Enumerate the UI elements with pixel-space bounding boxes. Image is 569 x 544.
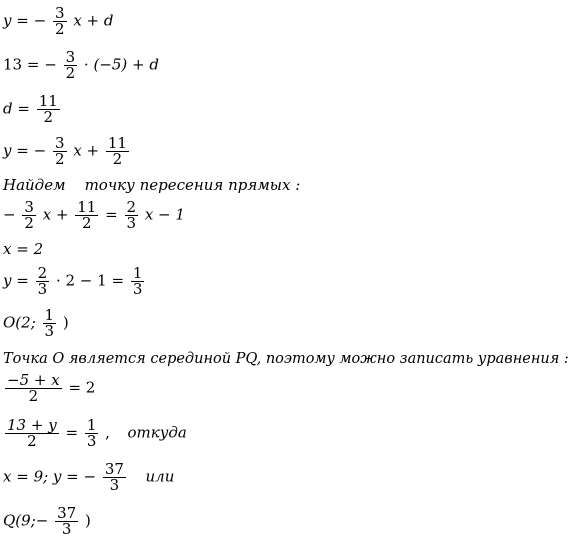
fraction [55,506,78,537]
text-line-find-intersection: Найдем точку пересения прямых : [3,176,301,194]
equals-sign: = [16,11,29,30]
point-suffix: ) [62,313,69,332]
fraction-1 [22,200,36,231]
fraction-1 [53,136,67,167]
expression-mid: x + [42,205,69,224]
word-otkuda: откуда [127,423,187,442]
lhs: 13 [3,55,23,74]
comma: , [105,423,110,442]
lhs: y [3,271,12,290]
denominator: 3 [132,280,143,298]
numerator: 37 [104,460,124,478]
fraction [64,50,78,81]
point-o-line [3,308,69,339]
equation-line-7: x = 2 [3,240,44,258]
denominator: 2 [37,109,60,125]
denominator: 2 [24,214,34,232]
equals-sign: = [105,205,118,224]
equation-line-13 [3,462,174,493]
fraction [53,6,67,37]
denominator: 3 [37,280,48,298]
numerator: 11 [38,92,58,110]
numerator: 3 [54,134,65,152]
equals-sign: = [16,271,29,290]
denominator: 2 [65,64,76,82]
expression-rest: x − 1 [144,205,185,224]
minus-sign: − [44,55,57,74]
equation-line-2 [3,50,159,81]
denominator: 3 [103,477,126,493]
point-suffix: ) [84,511,91,530]
fraction [37,94,60,125]
numerator: 3 [65,48,76,66]
expression-mid: x + [73,141,100,160]
fraction [43,308,57,339]
denominator: 2 [5,388,62,404]
numerator: −5 + x [7,371,60,389]
minus-sign: − [33,11,47,30]
numerator: 1 [132,264,143,282]
solution-prefix: x = 9; y = − [3,467,97,486]
numerator: 1 [44,306,55,324]
lhs: d [3,99,13,118]
fraction-2 [106,136,129,167]
point-prefix: O(2; [3,313,36,332]
equals-sign: = [26,55,40,74]
equals-sign: = [16,141,29,160]
equation-line-6 [3,200,185,231]
equals-sign: = [17,99,30,118]
minus-sign: − [3,205,16,224]
numerator: 11 [77,198,97,216]
equation-line-12 [3,418,187,449]
numerator: 1 [86,416,97,434]
denominator: 3 [55,521,78,537]
word-ili: или [145,467,175,486]
denominator: 2 [106,151,129,167]
equation-line-3 [3,94,62,125]
fraction [5,373,62,404]
denominator: 3 [86,432,97,450]
expression-rest: · (−5) + d [83,55,159,74]
equation-line-1 [3,6,113,37]
numerator: 3 [24,198,34,216]
fraction-2 [85,418,99,449]
denominator: 2 [54,20,65,38]
fraction-2 [75,200,98,231]
fraction-1 [36,266,50,297]
fraction-1 [5,418,59,449]
denominator: 2 [75,215,98,231]
point-q-line [3,506,91,537]
equals-sign: = [65,423,79,442]
numerator: 13 + y [7,416,57,434]
point-prefix: Q(9;− [3,511,49,530]
lhs: y [3,141,12,160]
numerator: 3 [54,4,65,22]
denominator: 3 [126,214,137,232]
equation-line-8 [3,266,146,297]
var-y: y [3,11,12,30]
expression-rest: = 2 [68,378,96,397]
denominator: 3 [44,322,55,340]
denominator: 2 [5,433,59,449]
numerator: 11 [107,134,127,152]
denominator: 2 [54,150,65,168]
fraction-3 [125,200,139,231]
numerator: 2 [37,264,48,282]
expression-mid: · 2 − 1 = [55,271,125,290]
minus-sign: − [33,141,47,160]
numerator: 2 [126,198,137,216]
fraction-2 [131,266,145,297]
equation-line-11 [3,373,95,404]
text-line-midpoint: Точка O является серединой PQ, поэтому можно записать уравнения : [3,351,569,367]
fraction [103,462,126,493]
expression-rest: x + d [73,11,114,30]
numerator: 37 [57,504,77,522]
equation-line-4 [3,136,131,167]
